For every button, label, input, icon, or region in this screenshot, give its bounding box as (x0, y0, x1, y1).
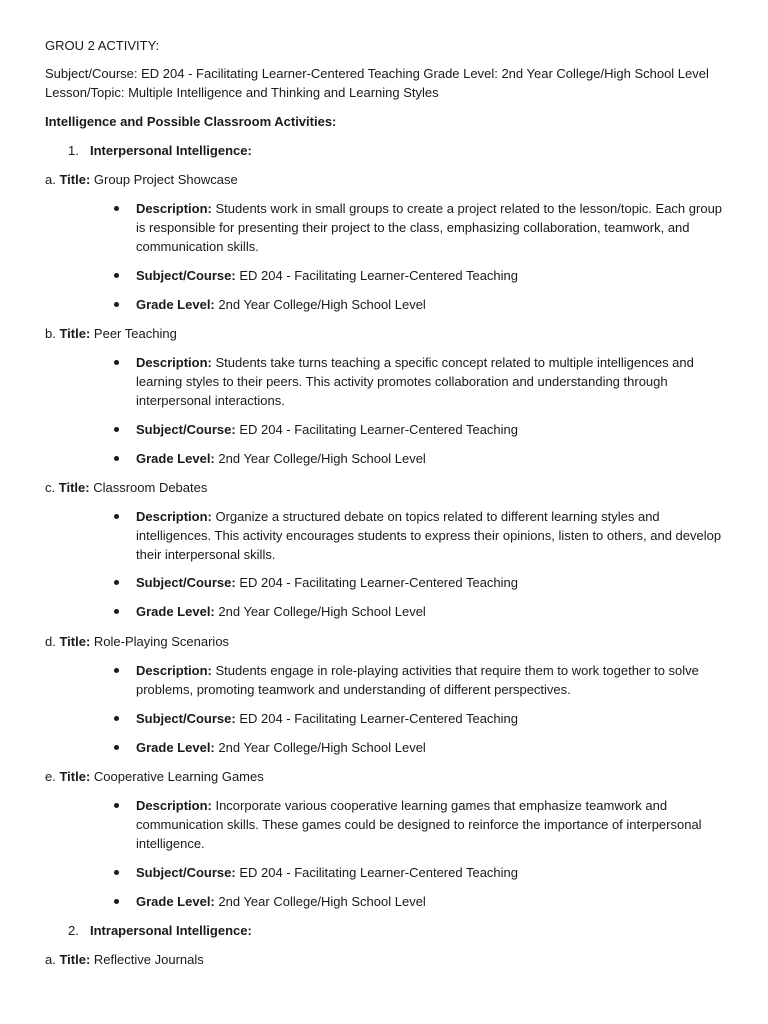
activity-title-line: e. Title: Cooperative Learning Games (45, 769, 264, 784)
grade-item: Grade Level: 2nd Year College/High School Level (136, 604, 426, 619)
document-title: GROU 2 ACTIVITY: (45, 38, 160, 53)
grade-item: Grade Level: 2nd Year College/High School Level (136, 894, 426, 909)
activity-title-line: a. Title: Group Project Showcase (45, 172, 238, 187)
subject-line: Subject/Course: ED 204 - Facilitating Learner-Centered Teaching Grade Level: 2nd Year College/High School Level (45, 66, 709, 81)
description-item: Description: Students work in small groups to create a project related to the lesson/topic. Each group is responsible for presenting their project to the class, emphasizing collaboration, teamwork, and communication skills. (136, 199, 726, 256)
list-number: 1. (68, 143, 79, 158)
activity-title-line: d. Title: Role-Playing Scenarios (45, 634, 230, 649)
subject-item: Subject/Course: ED 204 - Facilitating Learner-Centered Teaching (136, 711, 519, 726)
lesson-topic-line: Lesson/Topic: Multiple Intelligence and Thinking and Learning Styles (45, 85, 439, 100)
intelligence-heading: Intrapersonal Intelligence: (90, 923, 252, 938)
intelligence-heading: Interpersonal Intelligence: (90, 143, 252, 158)
subject-item: Subject/Course: ED 204 - Facilitating Learner-Centered Teaching (136, 422, 519, 437)
activity-title-line: b. Title: Peer Teaching (45, 326, 177, 341)
grade-item: Grade Level: 2nd Year College/High School Level (136, 740, 426, 755)
subject-item: Subject/Course: ED 204 - Facilitating Learner-Centered Teaching (136, 268, 519, 283)
list-number: 2. (68, 923, 79, 938)
section-heading: Intelligence and Possible Classroom Activities: (45, 114, 337, 129)
subject-item: Subject/Course: ED 204 - Facilitating Learner-Centered Teaching (136, 865, 519, 880)
grade-item: Grade Level: 2nd Year College/High School Level (136, 451, 426, 466)
grade-item: Grade Level: 2nd Year College/High School Level (136, 297, 426, 312)
subject-item: Subject/Course: ED 204 - Facilitating Learner-Centered Teaching (136, 575, 519, 590)
activity-title-line: a. Title: Reflective Journals (45, 952, 204, 967)
description-item: Description: Organize a structured debate on topics related to different learning styles and intelligences. This activity encourages students to express their opinions, listen to others, and develop their interpersonal skills. (136, 507, 726, 564)
description-item: Description: Students take turns teaching a specific concept related to multiple intelligences and learning styles to their peers. This activity promotes collaboration and understanding through interpersonal interactions. (136, 353, 726, 410)
activity-title-line: c. Title: Classroom Debates (45, 480, 208, 495)
description-item: Description: Incorporate various cooperative learning games that emphasize teamwork and communication skills. These games could be designed to reinforce the importance of interpersonal intelligence. (136, 796, 726, 853)
description-item: Description: Students engage in role-playing activities that require them to work together to solve problems, promoting teamwork and understanding of different perspectives. (136, 661, 726, 699)
